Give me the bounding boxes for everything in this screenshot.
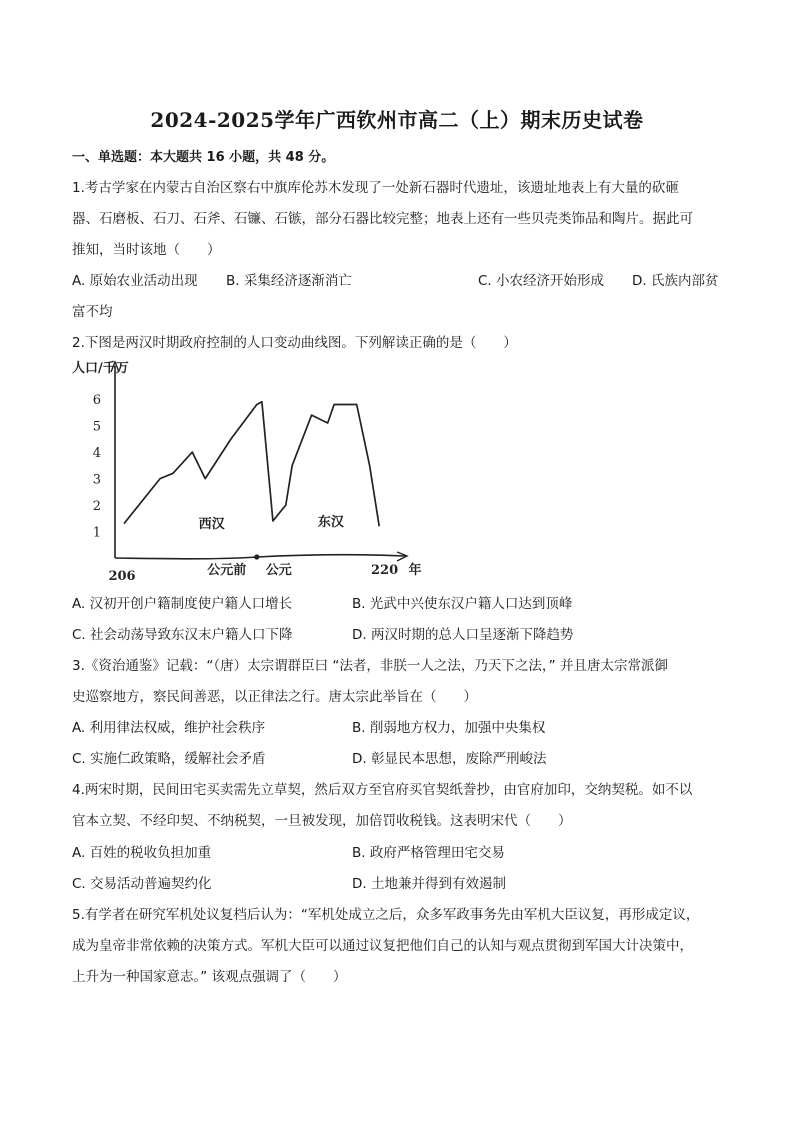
- x-tick-label: 220: [370, 563, 399, 578]
- q1-option-d-continued: 富不均: [72, 304, 113, 320]
- y-tick-label: 6: [92, 393, 101, 409]
- q4-option-c[interactable]: C. 交易活动普遍契约化: [72, 876, 212, 892]
- q3-option-b[interactable]: B. 削弱地方权力，加强中央集权: [352, 720, 546, 736]
- y-tick-label: 4: [92, 446, 101, 462]
- region-label: 西汉: [198, 517, 225, 532]
- q5-stem-line-1: 5.有学者在研究军机处议复档后认为：“军机处成立之后，众多军政事务先由军机大臣议复，再形成定议，: [72, 907, 700, 923]
- q1-option-c[interactable]: C. 小农经济开始形成: [478, 273, 605, 289]
- q2-option-b[interactable]: B. 光武中兴使东汉户籍人口达到顶峰: [352, 596, 573, 612]
- y-tick-label: 3: [92, 472, 101, 488]
- q1-stem-line-3: 推知，当时该地（ ）: [72, 242, 221, 258]
- q4-stem-line-2: 官本立契、不经印契、不纳税契，一旦被发现，加倍罚收税钱。这表明宋代（ ）: [72, 813, 572, 829]
- q2-option-d[interactable]: D. 两汉时期的总人口呈逐渐下降趋势: [352, 627, 574, 643]
- q4-option-b[interactable]: B. 政府严格管理田宅交易: [352, 845, 505, 861]
- page-title: 2024-2025学年广西钦州市高二（上）期末历史试卷: [150, 108, 644, 132]
- year-zero-marker: [254, 554, 259, 559]
- section-header: 一、单选题：本大题共 16 小题，共 48 分。: [72, 150, 335, 165]
- x-tick-label: 公元: [265, 563, 292, 578]
- y-tick-label: 1: [92, 525, 101, 541]
- x-axis: [115, 555, 405, 559]
- population-series-line: [124, 402, 379, 526]
- q3-option-a[interactable]: A. 利用律法权威，维护社会秩序: [72, 720, 266, 736]
- region-label: 东汉: [317, 515, 344, 530]
- x-tick-label: 公元前: [207, 563, 247, 578]
- q3-stem-line-2: 史巡察地方，察民间善恶，以正律法之行。唐太宗此举旨在（ ）: [72, 689, 477, 705]
- y-tick-label: 5: [92, 419, 101, 435]
- q2-option-c[interactable]: C. 社会动荡导致东汉末户籍人口下降: [72, 627, 293, 643]
- q4-option-a[interactable]: A. 百姓的税收负担加重: [72, 845, 212, 861]
- q2-option-a[interactable]: A. 汉初开创户籍制度使户籍人口增长: [72, 596, 293, 612]
- q2-stem-line-1: 2.下图是两汉时期政府控制的人口变动曲线图。下列解读正确的是（ ）: [72, 335, 517, 351]
- x-tick-label: 206: [108, 569, 136, 584]
- x-tick-label: 年: [408, 563, 422, 578]
- q1-stem-line-1: 1.考古学家在内蒙古自治区察右中旗库伦苏木发现了一处新石器时代遗址，该遗址地表上有大量的砍砸: [72, 180, 679, 196]
- y-tick-label: 2: [92, 499, 101, 515]
- q4-option-d[interactable]: D. 土地兼并得到有效遏制: [352, 876, 506, 892]
- population-chart: [60, 354, 430, 586]
- q5-stem-line-2: 成为皇帝非常依赖的决策方式。军机大臣可以通过议复把他们自己的认知与观点贯彻到军国大计决策中，: [72, 938, 693, 954]
- q3-option-d[interactable]: D. 彰显民本思想，废除严刑峻法: [352, 751, 547, 767]
- q5-stem-line-3: 上升为一种国家意志。” 该观点强调了（ ）: [72, 969, 347, 985]
- q1-option-a[interactable]: A. 原始农业活动出现: [72, 273, 198, 289]
- q1-option-d[interactable]: D. 氏族内部贫: [632, 273, 719, 289]
- q3-stem-line-1: 3.《资治通鉴》记载：“（唐）太宗谓群臣曰 “法者，非朕一人之法，乃天下之法，” 并且唐太宗常派御: [72, 658, 668, 674]
- q3-option-c[interactable]: C. 实施仁政策略，缓解社会矛盾: [72, 751, 266, 767]
- q1-stem-line-2: 器、石磨板、石刀、石斧、石镰、石镞，部分石器比较完整；地表上还有一些贝壳类饰品和陶片。据此可: [72, 211, 693, 227]
- q4-stem-line-1: 4.两宋时期，民间田宅买卖需先立草契，然后双方至官府买官契纸誊抄，由官府加印，交纳契税。如不以: [72, 782, 693, 798]
- q1-option-b[interactable]: B. 采集经济逐渐消亡: [226, 273, 352, 289]
- y-axis-label: 人口/千万: [72, 361, 129, 376]
